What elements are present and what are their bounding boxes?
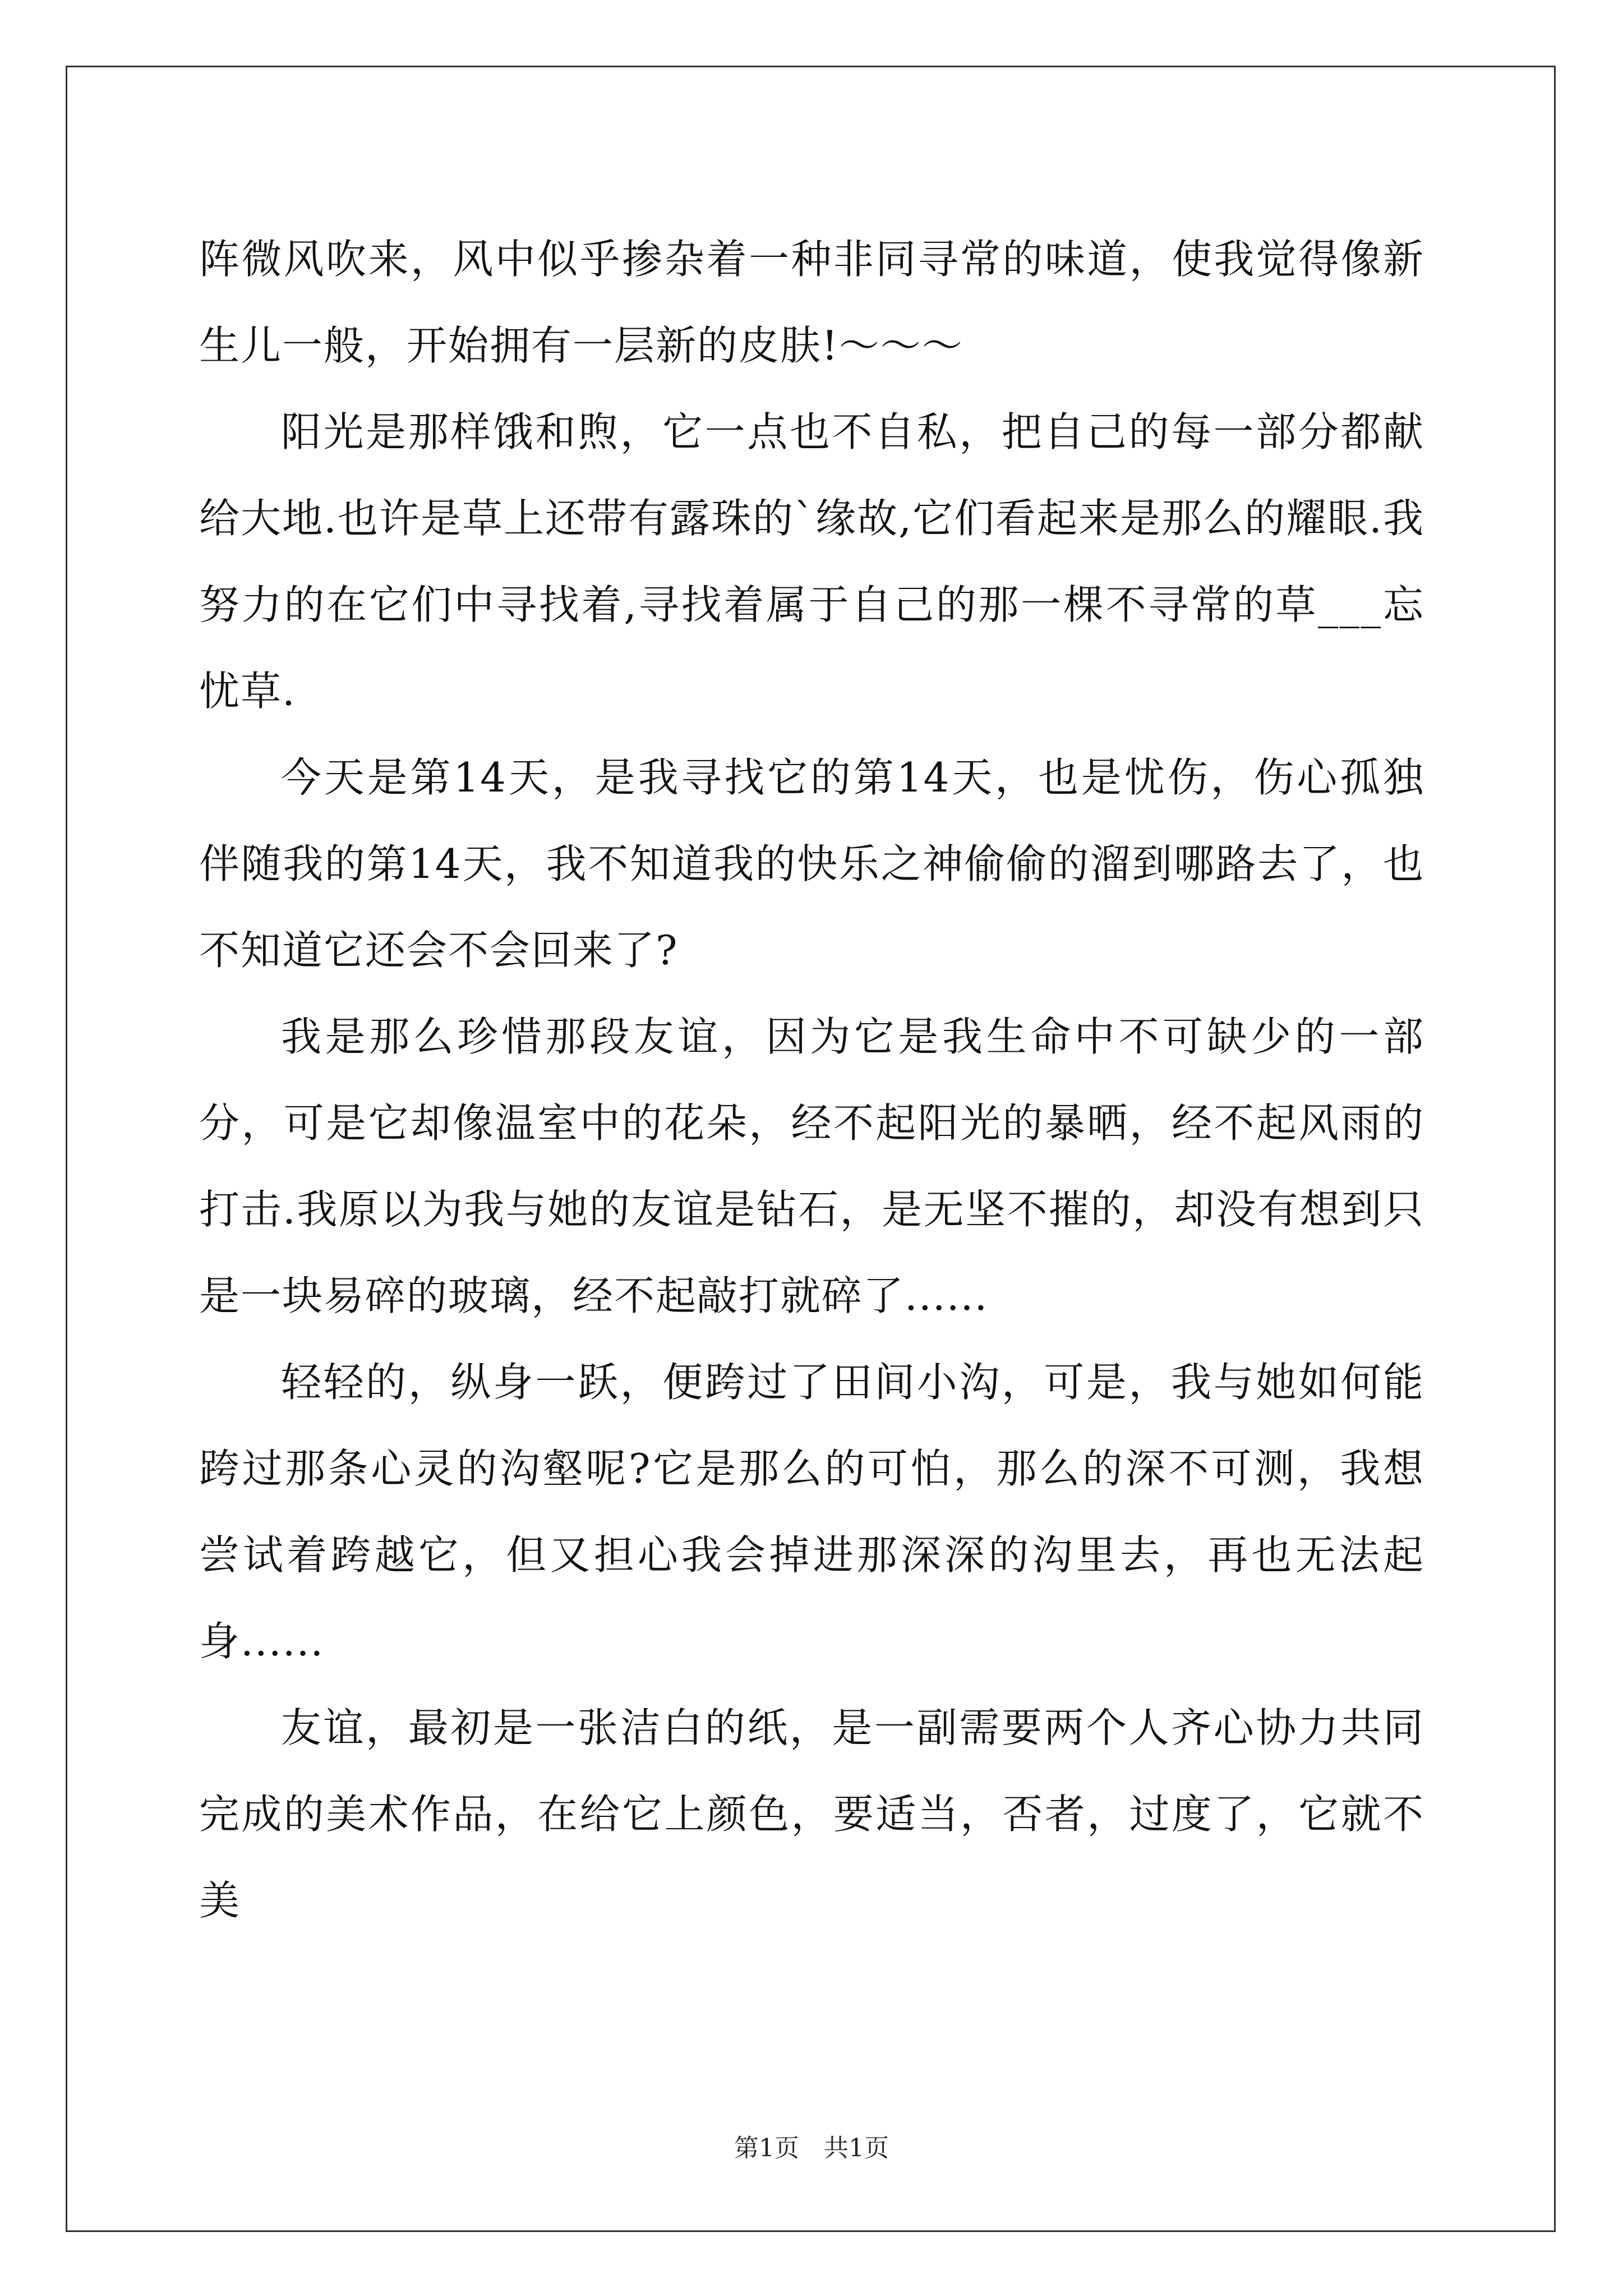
page-number: 第1页 [734, 2134, 799, 2162]
paragraph-1: 阵微风吹来，风中似乎掺杂着一种非同寻常的味道，使我觉得像新生儿一般，开始拥有一层新的皮肤!～～～ [199, 236, 1424, 369]
paragraph-4: 我是那么珍惜那段友谊，因为它是我生命中不可缺少的一部分，可是它却像温室中的花朵，经不起阳光的暴晒，经不起风雨的打击.我原以为我与她的友谊是钻石，是无坚不摧的，却没有想到只是一块易碎的玻璃，经不起敲打就碎了...... [199, 1013, 1424, 1319]
page-total: 共1页 [824, 2134, 889, 2162]
paragraph-5: 轻轻的，纵身一跃，便跨过了田间小沟，可是，我与她如何能跨过那条心灵的沟壑呢?它是那么的可怕，那么的深不可测，我想尝试着跨越它，但又担心我会掉进那深深的沟里去，再也无法起身...... [199, 1359, 1424, 1665]
page-footer [0, 2132, 1623, 2165]
paragraph-2: 阳光是那样饿和煦，它一点也不自私，把自己的每一部分都献给大地.也许是草上还带有露珠的`缘故,它们看起来是那么的耀眼.我努力的在它们中寻找着,寻找着属于自己的那一棵不寻常的草___忘忧草. [199, 408, 1424, 715]
paragraph-6: 友谊，最初是一张洁白的纸，是一副需要两个人齐心协力共同完成的美术作品，在给它上颜色，要适当，否者，过度了，它就不美 [199, 1704, 1424, 1924]
document-body [199, 216, 1424, 1944]
paragraph-3: 今天是第14天，是我寻找它的第14天，也是忧伤，伤心孤独伴随我的第14天，我不知道我的快乐之神偷偷的溜到哪路去了，也不知道它还会不会回来了? [199, 754, 1424, 974]
